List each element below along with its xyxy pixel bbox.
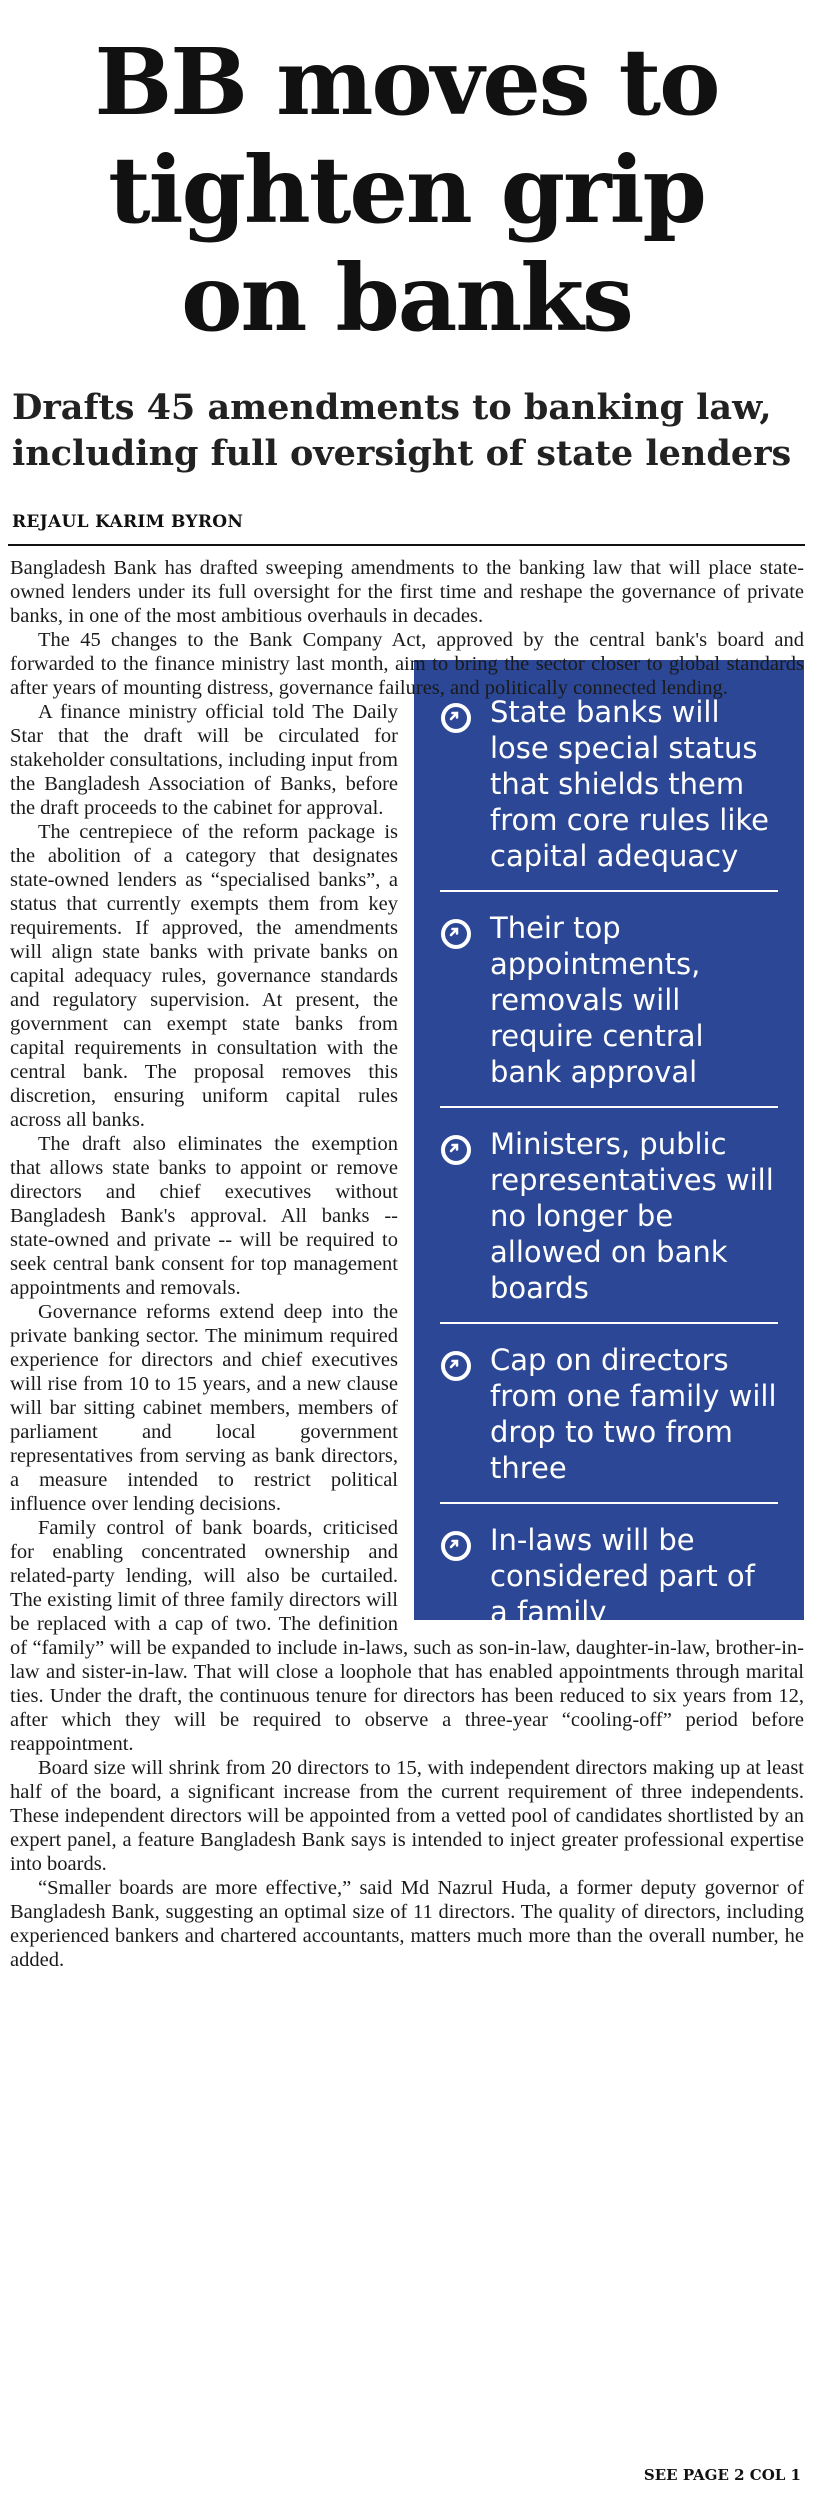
arrow-circle-icon (440, 702, 472, 734)
highlights-box (414, 660, 804, 1629)
paragraph-8: Board size will shrink from 20 directors to 15, with independent directors making up at least half of the board, a significant increase from the current requirement of three independents. These independent directors will be appointed from a vetted pool of candidates shortlisted by an expert panel, a feature Bangladesh Bank says is intended to inject greater professional expertise into boards. (10, 1757, 804, 1875)
paragraph-1: Bangladesh Bank has drafted sweeping amendments to the banking law that will place state-owned lenders under its full oversight for the first time and reshape the governance of private banks, in one of the most ambitious overhauls in decades. (10, 557, 804, 627)
highlight-text: Ministers, public representatives will no longer be allowed on bank boards (490, 1127, 774, 1305)
paragraph-7: Family control of bank boards, criticised for enabling concentrated ownership and related-party lending, will also be curtailed. The existing limit of three family directors will be replaced with a cap of two. The definition of “family” will be expanded to include in-laws, such as son-in-law, daughter-in-law, brother-in-law and sister-in-law. That will close a loophole that has enabled appointments through marital ties. Under the draft, the continuous tenure for directors has been reduced to six years from 12, after which they will be required to observe a three-year “cooling-off” period before reappointment. (10, 1517, 804, 1755)
highlight-text: Cap on directors from one family will drop to two from three (490, 1343, 777, 1485)
paragraph-3: A finance ministry official told The Daily Star that the draft will be circulated for stakeholder consultations, including input from the Bangladesh Association of Banks, before the draft proceeds to the cabinet for approval. (10, 701, 398, 819)
paragraph-2-lead (10, 628, 804, 700)
headline-line-1: BB moves to (94, 28, 719, 136)
arrow-circle-icon (440, 1134, 472, 1166)
byline: REJAUL KARIM BYRON (12, 512, 244, 532)
highlight-item (440, 890, 778, 1106)
paragraph-9: “Smaller boards are more effective,” said Md Nazrul Huda, a former deputy governor of Bangladesh Bank, suggesting an optimal size of 11 directors. The quality of directors, including experienced bankers and chartered accountants, matters much more than the overall number, he added. (10, 1877, 804, 1971)
headline-line-3: on banks (181, 244, 632, 352)
paragraph-6: Governance reforms extend deep into the private banking sector. The minimum required experience for directors and chief executives will rise from 10 to 15 years, and a new clause will bar sitting cabinet members, members of parliament and local government representatives from serving as bank directors, a measure intended to restrict political influence over lending decisions. (10, 1301, 398, 1515)
paragraph-4: The centrepiece of the reform package is the abolition of a category that designates state-owned lenders as “specialised banks”, a status that currently exempts them from key requirements. If approved, the amendments will align state banks with private banks on capital adequacy rules, governance standards and regulatory supervision. At present, the government can exempt state banks from capital requirements in consultation with the central bank. The proposal removes this discretion, ensuring uniform capital rules across all banks. (10, 821, 398, 1131)
paragraph-2-text: The 45 changes to the Bank Company Act, approved by the central bank's board and forwarded to the finance ministry last month, aim to bring the sector closer to global standards after years of mounting distress, governance failures, and politically connected lending. (10, 629, 804, 699)
headline (0, 28, 813, 352)
arrow-circle-icon (440, 1350, 472, 1382)
highlight-item (440, 1502, 778, 1646)
subheadline: Drafts 45 amendments to banking law, including full oversight of state lenders (12, 387, 792, 474)
highlight-text: State banks will lose special status that shields them from core rules like capital adequacy (490, 695, 769, 873)
highlight-item (440, 1106, 778, 1322)
article-body (10, 556, 804, 1972)
paragraph-5: The draft also eliminates the exemption that allows state banks to appoint or remove directors and chief executives without Bangladesh Bank's approval. All banks -- state-owned and private -- will be required to seek central bank consent for top management appointments and removals. (10, 1133, 398, 1299)
byline-divider (8, 544, 805, 546)
arrow-circle-icon (440, 1530, 472, 1562)
headline-line-2: tighten grip (108, 136, 705, 244)
arrow-circle-icon (440, 918, 472, 950)
highlight-item (440, 1322, 778, 1502)
highlight-text: In-laws will be considered part of a family (490, 1523, 755, 1629)
highlight-item (440, 682, 778, 890)
highlight-text: Their top appointments, removals will require central bank approval (490, 911, 704, 1089)
continuation-note: SEE PAGE 2 COL 1 (643, 2466, 801, 2484)
